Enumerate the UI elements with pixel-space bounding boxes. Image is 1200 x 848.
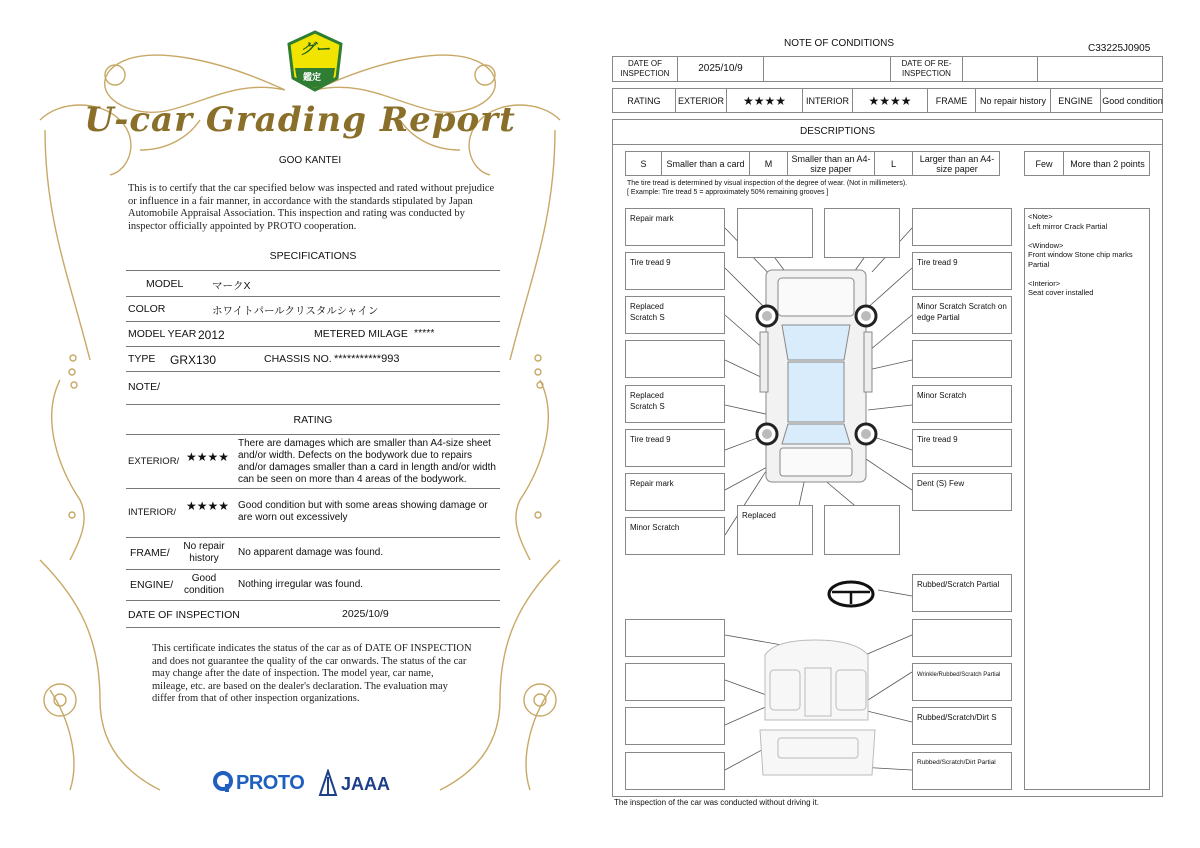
- specifications-heading: SPECIFICATIONS: [269, 250, 357, 262]
- note-title: NOTE OF CONDITIONS: [784, 38, 894, 49]
- cond-box-b1-text: Replaced: [742, 511, 776, 520]
- legend-code-m: M: [750, 152, 788, 175]
- type-value: GRX130: [170, 353, 217, 367]
- cond-box-r5: [912, 385, 1012, 423]
- rating-row-exterior: [126, 436, 500, 489]
- certificate-title: U-car Grading Report: [84, 100, 516, 140]
- cond-box-t1: [737, 208, 813, 258]
- cond-box-r1: [912, 208, 1012, 246]
- cond-box-l1: [625, 208, 725, 246]
- frame-label: FRAME/: [130, 547, 170, 559]
- spec-row-color: [126, 297, 500, 322]
- cond-box-l7: [625, 473, 725, 511]
- spec-row-model: [126, 272, 500, 297]
- cond-box-l4: [625, 340, 725, 378]
- cond-box-i3-text: Rubbed/Scratch/Dirt S: [917, 713, 997, 722]
- metered-value: *****: [414, 327, 435, 339]
- notes-panel: [1024, 208, 1150, 790]
- spec-row-type: [126, 347, 500, 372]
- cond-box-l8-text: Minor Scratch: [630, 523, 680, 532]
- proto-logo-text: PROTO: [236, 772, 305, 794]
- cond-box-l5: [625, 385, 725, 423]
- type-label: TYPE: [128, 353, 156, 365]
- cond-box-b2: [824, 505, 900, 555]
- exterior-stars: ★★★★: [186, 450, 230, 464]
- model-label: MODEL: [146, 278, 184, 290]
- cond-box-r2-text: Tire tread 9: [917, 258, 958, 267]
- cond-box-i1: [912, 619, 1012, 657]
- exterior-desc: There are damages which are smaller than A4-size sheet and/or width. Defects on the bodywork due to repairs and/or damages smaller than a card in length and/or width can be seen on more than 4 areas of the bodywork.: [238, 438, 496, 485]
- date-reinspection-label: DATE OF RE-INSPECTION: [891, 57, 963, 81]
- metered-label: METERED MILAGE: [314, 328, 408, 340]
- descriptions-heading: DESCRIPTIONS: [799, 126, 875, 137]
- cond-box-l6-text: Tire tread 9: [630, 435, 671, 444]
- legend-text-l: Larger than an A4-size paper: [919, 153, 995, 174]
- legend-text-m: Smaller than an A4-size paper: [788, 152, 875, 175]
- cond-box-l6: [625, 429, 725, 467]
- legend-code-few: Few: [1025, 152, 1064, 175]
- engine-desc: Nothing irregular was found.: [238, 579, 364, 590]
- cond-box-r7: [912, 473, 1012, 511]
- cond-box-r6: [912, 429, 1012, 467]
- cond-box-i4: [912, 752, 1012, 790]
- model-value: マークX: [212, 280, 251, 292]
- cond-box-l2: [625, 252, 725, 290]
- exterior-label: EXTERIOR/: [128, 456, 180, 467]
- tire-note-1: The tire tread is determined by visual inspection of the degree of wear. (Not in millimeters).: [627, 180, 908, 187]
- note-footer: The inspection of the car was conducted without driving it.: [614, 798, 819, 807]
- rating-row-frame: [126, 538, 500, 570]
- cond-box-r6-text: Tire tread 9: [917, 435, 958, 444]
- cond-box-il1: [625, 619, 725, 657]
- frame-desc: No apparent damage was found.: [238, 547, 384, 558]
- jaaa-logo-text: JAAA: [341, 774, 391, 794]
- cond-box-l1-text: Repair mark: [630, 214, 674, 223]
- spec-row-note: [126, 372, 500, 405]
- cond-box-il4: [625, 752, 725, 790]
- cond-box-i4-text: Rubbed/Scratch/Dirt Partial: [917, 759, 996, 766]
- legend-text-s: Smaller than a card: [662, 152, 750, 175]
- certificate-intro: This is to certify that the car specified below was inspected and rated without prejudice or influence in a fair manner, in accordance with the standards stipulated by Japan Automobile Appraisal Association. This inspection and rating was conducted by inspector officially appointed by PROTO cooperation.: [128, 183, 495, 232]
- tire-note-2: [ Example: Tire tread 5 = approximately 50% remaining grooves ]: [627, 189, 829, 196]
- cond-box-r7-text: Dent (S) Few: [917, 479, 965, 488]
- engine-value: Good condition: [183, 573, 225, 596]
- cond-box-r3-text: Minor Scratch Scratch on edge Partial: [917, 302, 1007, 322]
- badge-top-text: グー: [300, 41, 331, 58]
- steering-wheel-icon: [829, 582, 873, 606]
- cond-box-l8: [625, 517, 725, 555]
- legend-text-few: More than 2 points: [1070, 158, 1145, 169]
- rating-heading: RATING: [293, 414, 333, 426]
- proto-logo-icon: [212, 770, 234, 794]
- cond-box-b1: [737, 505, 813, 555]
- note-label: NOTE/: [128, 381, 161, 393]
- cond-box-r4: [912, 340, 1012, 378]
- date-inspection-value: 2025/10/9: [678, 57, 764, 81]
- rating-row-interior: [126, 489, 500, 538]
- date-row: [126, 601, 500, 628]
- spec-row-year: [126, 322, 500, 347]
- cond-box-i3: [912, 707, 1012, 745]
- cond-box-il2: [625, 663, 725, 701]
- cond-box-r3: [912, 296, 1012, 334]
- cond-box-l7-text: Repair mark: [630, 479, 674, 488]
- note-of-conditions: [600, 0, 1200, 848]
- cond-box-l2-text: Tire tread 9: [630, 258, 671, 267]
- certificate-footer: This certificate indicates the status of the car as of DATE OF INSPECTION and does not guarantee the quality of the car onwards. The status of the car may change after the date of inspection. The model year, car name, mileage, etc. are based on the dealer's declaration. The evaluation may differ from that of other inspection organizations.: [152, 643, 472, 704]
- note-code: C33225J0905: [1088, 43, 1151, 54]
- exterior-label: EXTERIOR: [676, 89, 727, 112]
- engine-label: ENGINE/: [130, 579, 174, 591]
- engine-value: Good condition: [1102, 95, 1163, 106]
- cond-box-l3-text: Replaced Scratch S: [630, 302, 665, 322]
- cond-box-i2: [912, 663, 1012, 701]
- cond-box-t2: [824, 208, 900, 258]
- cond-box-l5-text: Replaced Scratch S: [630, 391, 665, 411]
- interior-stars: ★★★★: [186, 499, 230, 513]
- rating-label: RATING: [613, 89, 676, 112]
- chassis-label: CHASSIS NO.: [264, 353, 332, 365]
- legend-code-l: L: [875, 152, 913, 175]
- interior-stars: ★★★★: [853, 89, 928, 112]
- color-label: COLOR: [128, 303, 166, 315]
- jaaa-logo-icon: [318, 769, 338, 797]
- engine-label: ENGINE: [1051, 89, 1101, 112]
- frame-value: No repair history: [976, 89, 1051, 112]
- model-year-value: 2012: [198, 328, 225, 342]
- interior-desc: Good condition but with some areas showing damage or are worn out excessively: [238, 500, 488, 523]
- interior-label: INTERIOR: [803, 89, 853, 112]
- color-value: ホワイトパールクリスタルシャイン: [212, 305, 379, 317]
- model-year-label: MODEL YEAR: [128, 328, 197, 340]
- legend-code-s: S: [626, 152, 662, 175]
- badge-bottom-text: 鑑定: [303, 72, 322, 82]
- notes-panel-text: <Note> Left mirror Crack Partial <Window> Front window Stone chip marks Partial <Interior> Seat cover installed: [1028, 212, 1133, 297]
- certificate-subtitle: GOO KANTEI: [278, 155, 342, 166]
- chassis-value: ***********993: [334, 353, 400, 365]
- date-value: 2025/10/9: [342, 608, 389, 620]
- cond-box-steering: [912, 574, 1012, 612]
- interior-label: INTERIOR/: [128, 507, 177, 518]
- frame-value: No repair history: [183, 541, 225, 564]
- date-label: DATE OF INSPECTION: [128, 609, 240, 621]
- cond-box-r5-text: Minor Scratch: [917, 391, 967, 400]
- rating-row-engine: [126, 570, 500, 601]
- date-inspection-label: DATE OF INSPECTION: [613, 57, 678, 81]
- cond-box-steering-text: Rubbed/Scratch Partial: [917, 580, 1000, 589]
- cond-box-l3: [625, 296, 725, 334]
- cond-box-r2: [912, 252, 1012, 290]
- cond-box-il3: [625, 707, 725, 745]
- frame-label: FRAME: [928, 89, 976, 112]
- cond-box-i2-text: Wrinkle/Rubbed/Scratch Partial: [917, 672, 1001, 678]
- exterior-stars: ★★★★: [727, 89, 803, 112]
